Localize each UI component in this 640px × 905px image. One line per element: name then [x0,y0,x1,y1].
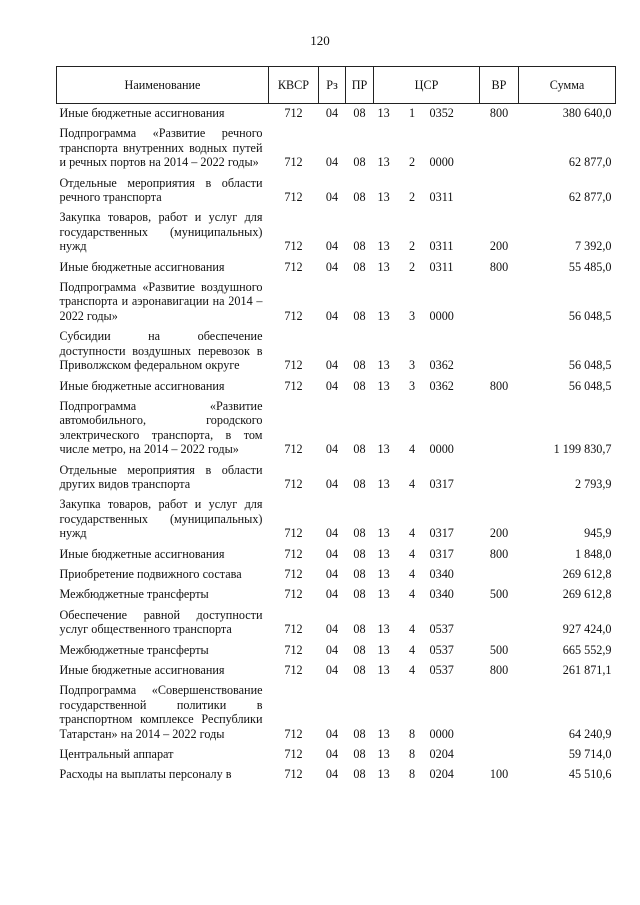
row-csr-program: 13 [377,587,390,602]
row-rz: 04 [325,767,339,782]
row-rz: 04 [325,259,339,274]
row-kvsr: 712 [284,155,303,170]
row-rz: 04 [325,566,339,581]
row-kvsr: 712 [284,546,303,561]
row-sum: 1 848,0 [574,546,612,561]
row-name: Иные бюджетные ассигнования [59,663,225,677]
table-row [57,327,616,376]
table-row [57,377,616,397]
row-vr [480,124,519,173]
row-sum: 7 392,0 [574,239,612,254]
row-rz: 04 [325,726,339,741]
table-row [57,397,616,461]
row-csr-subprogram: 4 [408,622,416,637]
header-name: Наименование [57,67,269,104]
row-csr-direction: 0352 [429,106,454,120]
row-pr: 08 [353,726,366,741]
row-csr-direction: 0204 [429,747,454,762]
row-pr: 08 [353,155,366,170]
row-vr [480,461,519,496]
row-csr-subprogram: 4 [408,587,416,602]
row-csr-direction: 0537 [429,642,454,657]
row-pr: 08 [353,239,366,254]
row-vr: 100 [489,767,509,782]
row-name: Обеспечение равной доступности услуг общественного транспорта [59,607,263,637]
row-csr-subprogram: 4 [408,476,416,491]
header-kvsr: КВСР [269,67,319,104]
header-pr: ПР [346,67,374,104]
row-name: Иные бюджетные ассигнования [59,378,225,393]
row-name: Отдельные мероприятия в области речного транспорта [59,175,263,205]
row-name: Расходы на выплаты персоналу в [59,767,232,782]
row-sum: 59 714,0 [568,747,612,762]
table-row [57,565,616,585]
row-csr-direction: 0317 [429,526,454,541]
row-name: Иные бюджетные ассигнования [59,106,225,120]
row-csr-direction: 0000 [429,308,454,323]
row-csr-program: 13 [377,476,390,491]
row-sum: 55 485,0 [568,259,612,274]
row-vr [480,745,519,765]
row-sum: 269 612,8 [562,587,612,602]
row-name: Закупка товаров, работ и услуг для государственных (муниципальных) нужд [59,497,263,541]
row-pr: 08 [353,308,366,323]
row-csr-direction: 0362 [429,378,454,393]
row-sum: 56 048,5 [568,358,612,373]
row-rz: 04 [325,358,339,373]
row-csr-program: 13 [377,239,390,254]
row-name: Подпрограмма «Совершенствование государственной политики в транспортном комплексе Республики Татарстан» на 2014 – 2022 годы [59,683,263,741]
row-rz: 04 [325,308,339,323]
table-row [57,104,616,125]
row-csr-subprogram: 3 [408,378,416,393]
row-rz: 04 [325,622,339,637]
table-row [57,495,616,544]
header-vr: ВР [480,67,519,104]
header-sum: Сумма [519,67,616,104]
row-csr-subprogram: 2 [408,259,416,274]
table-header-row [57,67,616,104]
budget-table [56,66,616,786]
table-row [57,681,616,745]
row-name: Подпрограмма «Развитие воздушного транспорта и аэронавигации на 2014 – 2022 годы» [59,280,263,323]
row-vr [480,327,519,376]
table-row [57,258,616,278]
row-csr-program: 13 [377,190,390,205]
row-vr [480,565,519,585]
row-pr: 08 [353,767,366,782]
row-kvsr: 712 [284,622,303,637]
row-kvsr: 712 [284,526,303,541]
row-kvsr: 712 [284,358,303,373]
row-name: Межбюджетные трансферты [59,642,209,657]
row-pr: 08 [353,442,366,457]
row-csr-direction: 0340 [429,566,454,581]
row-csr-direction: 0311 [429,259,454,274]
row-csr-program: 13 [377,526,390,541]
row-csr-program: 13 [377,106,390,120]
row-name: Закупка товаров, работ и услуг для государственных (муниципальных) нужд [59,210,263,254]
row-csr-program: 13 [377,358,390,373]
row-rz: 04 [325,526,339,541]
row-vr: 800 [489,378,509,393]
row-csr-program: 13 [377,622,390,637]
row-vr [480,278,519,327]
row-sum: 665 552,9 [562,642,612,657]
table-row [57,461,616,496]
row-sum: 269 612,8 [562,566,612,581]
row-pr: 08 [353,190,366,205]
row-csr-program: 13 [377,155,390,170]
row-name: Субсидии на обеспечение доступности воздушных перевозок в Приволжском федеральном округе [59,329,263,373]
row-csr-program: 13 [377,726,390,741]
table-body [57,104,616,786]
row-csr-subprogram: 3 [408,358,416,373]
row-csr-direction: 0537 [429,622,454,637]
row-kvsr: 712 [284,663,303,677]
row-kvsr: 712 [284,259,303,274]
row-pr: 08 [353,622,366,637]
row-pr: 08 [353,476,366,491]
row-csr-program: 13 [377,442,390,457]
header-csr: ЦСР [374,67,480,104]
row-vr [480,681,519,745]
row-csr-subprogram: 8 [408,767,416,782]
row-rz: 04 [325,546,339,561]
row-csr-subprogram: 3 [408,308,416,323]
row-csr-program: 13 [377,747,390,762]
row-rz: 04 [325,747,339,762]
table-row [57,585,616,605]
row-csr-subprogram: 4 [408,442,416,457]
row-name: Отдельные мероприятия в области других видов транспорта [59,462,263,491]
row-csr-program: 13 [377,546,390,561]
row-vr: 800 [489,259,509,274]
row-csr-direction: 0204 [429,767,454,782]
row-csr-program: 13 [377,642,390,657]
row-pr: 08 [353,358,366,373]
row-sum: 945,9 [584,526,612,541]
row-csr-program: 13 [377,663,390,677]
row-name: Центральный аппарат [59,747,174,762]
row-pr: 08 [353,566,366,581]
table-row [57,745,616,765]
row-rz: 04 [325,106,339,120]
page-number: 120 [310,33,330,48]
row-kvsr: 712 [284,767,303,782]
row-kvsr: 712 [284,239,303,254]
row-csr-direction: 0311 [429,239,454,254]
row-sum: 2 793,9 [574,476,612,491]
row-csr-subprogram: 8 [408,726,416,741]
table-row [57,606,616,641]
row-vr [480,174,519,209]
row-sum: 56 048,5 [568,378,612,393]
row-rz: 04 [325,190,339,205]
row-csr-subprogram: 4 [408,566,416,581]
row-pr: 08 [353,546,366,561]
row-csr-direction: 0362 [429,358,454,373]
row-csr-direction: 0000 [429,442,454,457]
row-sum: 380 640,0 [562,106,612,120]
row-rz: 04 [325,378,339,393]
row-csr-subprogram: 2 [408,190,416,205]
row-sum: 62 877,0 [568,155,612,170]
table-row [57,545,616,565]
table-row [57,124,616,173]
row-kvsr: 712 [284,642,303,657]
row-sum: 927 424,0 [562,622,612,637]
row-csr-subprogram: 4 [408,642,416,657]
table-row [57,174,616,209]
row-rz: 04 [325,476,339,491]
row-name: Подпрограмма «Развитие речного транспорта внутренних водных путей и речных портов на 2014 – 2022 годы» [59,126,263,170]
row-csr-subprogram: 2 [408,239,416,254]
row-name: Приобретение подвижного состава [59,566,242,581]
row-pr: 08 [353,747,366,762]
row-sum: 261 871,1 [562,663,612,677]
row-vr: 800 [489,663,509,677]
header-rz: Рз [319,67,346,104]
row-pr: 08 [353,526,366,541]
row-csr-direction: 0000 [429,155,454,170]
row-vr: 200 [489,239,509,254]
row-sum: 45 510,6 [568,767,612,782]
row-name: Иные бюджетные ассигнования [59,546,225,561]
row-pr: 08 [353,587,366,602]
row-pr: 08 [353,378,366,393]
row-csr-program: 13 [377,378,390,393]
row-sum: 64 240,9 [568,726,612,741]
row-pr: 08 [353,259,366,274]
row-csr-direction: 0317 [429,546,454,561]
row-kvsr: 712 [284,587,303,602]
row-csr-subprogram: 8 [408,747,416,762]
row-csr-direction: 0317 [429,476,454,491]
row-kvsr: 712 [284,566,303,581]
row-csr-subprogram: 4 [408,526,416,541]
row-csr-program: 13 [377,767,390,782]
row-name: Межбюджетные трансферты [59,587,209,602]
row-csr-direction: 0000 [429,726,454,741]
row-rz: 04 [325,155,339,170]
row-csr-direction: 0340 [429,587,454,602]
row-pr: 08 [353,642,366,657]
row-rz: 04 [325,239,339,254]
row-kvsr: 712 [284,747,303,762]
row-rz: 04 [325,587,339,602]
row-csr-subprogram: 4 [408,663,416,677]
row-vr: 500 [489,587,509,602]
row-vr: 200 [489,526,509,541]
row-kvsr: 712 [284,442,303,457]
row-csr-subprogram: 1 [408,106,416,120]
row-kvsr: 712 [284,190,303,205]
row-rz: 04 [325,442,339,457]
row-vr [480,397,519,461]
row-kvsr: 712 [284,726,303,741]
row-csr-direction: 0537 [429,663,454,677]
row-rz: 04 [325,663,339,677]
table-row [57,208,616,257]
row-sum: 62 877,0 [568,190,612,205]
table-row [57,641,616,661]
table-row [57,765,616,785]
row-csr-program: 13 [377,308,390,323]
row-pr: 08 [353,663,366,677]
row-vr: 800 [489,106,509,120]
row-vr [480,606,519,641]
row-csr-program: 13 [377,566,390,581]
row-kvsr: 712 [284,106,303,120]
row-vr: 500 [489,642,509,657]
row-name: Подпрограмма «Развитие автомобильного, городского электрического транспорта, в том числе метро, на 2014 – 2022 годы» [59,398,263,457]
row-rz: 04 [325,642,339,657]
row-csr-subprogram: 4 [408,546,416,561]
row-vr: 800 [489,546,509,561]
row-sum: 1 199 830,7 [553,442,612,457]
table-row [57,661,616,681]
table-row [57,278,616,327]
row-kvsr: 712 [284,308,303,323]
row-pr: 08 [353,106,366,120]
row-kvsr: 712 [284,476,303,491]
row-sum: 56 048,5 [568,308,612,323]
row-csr-direction: 0311 [429,190,454,205]
row-kvsr: 712 [284,378,303,393]
row-csr-subprogram: 2 [408,155,416,170]
row-name: Иные бюджетные ассигнования [59,259,225,274]
row-csr-program: 13 [377,259,390,274]
